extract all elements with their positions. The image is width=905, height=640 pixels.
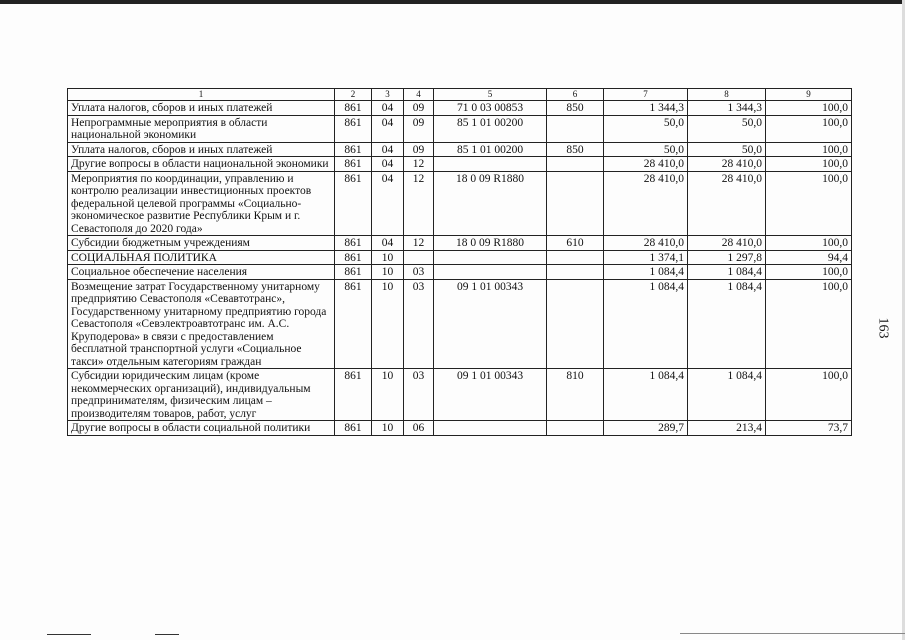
table-row: [68, 279, 852, 369]
subsection-code-cell: 12: [404, 171, 434, 236]
table-row: [68, 265, 852, 280]
percent-cell: 100,0: [766, 142, 852, 157]
actual-amount-cell: 1 084,4: [688, 279, 766, 369]
row-name-cell: Субсидии юридическим лицам (кроме некоммерческих организаций), индивидуальным предпринимателям, физическим лицам – производителям товаров, работ, услуг: [68, 369, 335, 421]
subsection-code-cell: 03: [404, 279, 434, 369]
actual-amount-cell: 28 410,0: [688, 157, 766, 172]
target-article-cell: 71 0 03 00853: [434, 101, 547, 116]
percent-cell: 100,0: [766, 279, 852, 369]
header-cell: 2: [335, 89, 372, 101]
target-article-cell: 09 1 01 00343: [434, 369, 547, 421]
ved-code-cell: 861: [335, 279, 372, 369]
header-cell: 9: [766, 89, 852, 101]
expense-type-cell: [547, 265, 604, 280]
header-cell: 4: [404, 89, 434, 101]
ved-code-cell: 861: [335, 265, 372, 280]
header-cell: 3: [372, 89, 404, 101]
table-row: [68, 236, 852, 251]
section-code-cell: 10: [372, 421, 404, 436]
table-row: [68, 171, 852, 236]
percent-cell: 100,0: [766, 101, 852, 116]
footer-rule: [680, 633, 905, 634]
page-number: 163: [875, 317, 891, 339]
footer-rule: [155, 634, 179, 635]
subsection-code-cell: 12: [404, 236, 434, 251]
actual-amount-cell: 213,4: [688, 421, 766, 436]
planned-amount-cell: 50,0: [604, 115, 688, 142]
planned-amount-cell: 50,0: [604, 142, 688, 157]
subsection-code-cell: 03: [404, 265, 434, 280]
header-cell: 6: [547, 89, 604, 101]
expense-type-cell: 810: [547, 369, 604, 421]
row-name-cell: Уплата налогов, сборов и иных платежей: [68, 101, 335, 116]
actual-amount-cell: 1 084,4: [688, 265, 766, 280]
target-article-cell: 18 0 09 R1880: [434, 171, 547, 236]
header-cell: 7: [604, 89, 688, 101]
target-article-cell: [434, 157, 547, 172]
section-code-cell: 04: [372, 115, 404, 142]
percent-cell: 94,4: [766, 250, 852, 265]
planned-amount-cell: 28 410,0: [604, 157, 688, 172]
percent-cell: 100,0: [766, 265, 852, 280]
table-row: [68, 421, 852, 436]
subsection-code-cell: 12: [404, 157, 434, 172]
target-article-cell: 18 0 09 R1880: [434, 236, 547, 251]
expense-type-cell: [547, 421, 604, 436]
section-code-cell: 10: [372, 279, 404, 369]
ved-code-cell: 861: [335, 142, 372, 157]
row-name-cell: Субсидии бюджетным учреждениям: [68, 236, 335, 251]
section-code-cell: 04: [372, 101, 404, 116]
percent-cell: 100,0: [766, 236, 852, 251]
scan-top-edge: [0, 0, 905, 4]
actual-amount-cell: 1 344,3: [688, 101, 766, 116]
budget-table: [67, 88, 852, 436]
subsection-code-cell: 09: [404, 101, 434, 116]
table-row: [68, 142, 852, 157]
header-cell: 1: [68, 89, 335, 101]
target-article-cell: 09 1 01 00343: [434, 279, 547, 369]
percent-cell: 73,7: [766, 421, 852, 436]
planned-amount-cell: 28 410,0: [604, 171, 688, 236]
target-article-cell: 85 1 01 00200: [434, 142, 547, 157]
actual-amount-cell: 1 084,4: [688, 369, 766, 421]
percent-cell: 100,0: [766, 369, 852, 421]
planned-amount-cell: 1 344,3: [604, 101, 688, 116]
ved-code-cell: 861: [335, 250, 372, 265]
planned-amount-cell: 1 084,4: [604, 265, 688, 280]
ved-code-cell: 861: [335, 115, 372, 142]
row-name-cell: СОЦИАЛЬНАЯ ПОЛИТИКА: [68, 250, 335, 265]
actual-amount-cell: 28 410,0: [688, 171, 766, 236]
expense-type-cell: [547, 157, 604, 172]
expense-type-cell: [547, 171, 604, 236]
ved-code-cell: 861: [335, 101, 372, 116]
target-article-cell: 85 1 01 00200: [434, 115, 547, 142]
target-article-cell: [434, 421, 547, 436]
expense-type-cell: [547, 279, 604, 369]
row-name-cell: Мероприятия по координации, управлению и контролю реализации инвестиционных проектов федеральной целевой программы «Социально-экономическое развитие Республики Крым и г. Севастополя до 2020 года»: [68, 171, 335, 236]
section-code-cell: 04: [372, 142, 404, 157]
header-cell: 5: [434, 89, 547, 101]
planned-amount-cell: 1 084,4: [604, 369, 688, 421]
ved-code-cell: 861: [335, 157, 372, 172]
ved-code-cell: 861: [335, 236, 372, 251]
table-row: [68, 369, 852, 421]
expense-type-cell: 850: [547, 142, 604, 157]
row-name-cell: Другие вопросы в области национальной экономики: [68, 157, 335, 172]
table-row: [68, 157, 852, 172]
percent-cell: 100,0: [766, 115, 852, 142]
ved-code-cell: 861: [335, 171, 372, 236]
actual-amount-cell: 28 410,0: [688, 236, 766, 251]
section-code-cell: 10: [372, 250, 404, 265]
table-header-row: [68, 89, 852, 101]
table-row: [68, 101, 852, 116]
expense-type-cell: 850: [547, 101, 604, 116]
actual-amount-cell: 50,0: [688, 115, 766, 142]
table-row: [68, 115, 852, 142]
table-row: [68, 250, 852, 265]
subsection-code-cell: 09: [404, 142, 434, 157]
planned-amount-cell: 1 374,1: [604, 250, 688, 265]
row-name-cell: Возмещение затрат Государственному унитарному предприятию Севастополя «Севавтотранс», Государственному унитарному предприятию города Севастополя «Севэлектроавтотранс им. А.С. Круподерова» в связи с предоставлением бесплатной транспортной услуги «Социальное такси» отдельным категориям граждан: [68, 279, 335, 369]
subsection-code-cell: 03: [404, 369, 434, 421]
header-cell: 8: [688, 89, 766, 101]
row-name-cell: Уплата налогов, сборов и иных платежей: [68, 142, 335, 157]
row-name-cell: Непрограммные мероприятия в области национальной экономики: [68, 115, 335, 142]
expense-type-cell: [547, 250, 604, 265]
section-code-cell: 04: [372, 171, 404, 236]
expense-type-cell: 610: [547, 236, 604, 251]
percent-cell: 100,0: [766, 157, 852, 172]
ved-code-cell: 861: [335, 421, 372, 436]
target-article-cell: [434, 250, 547, 265]
target-article-cell: [434, 265, 547, 280]
subsection-code-cell: 06: [404, 421, 434, 436]
planned-amount-cell: 28 410,0: [604, 236, 688, 251]
row-name-cell: Другие вопросы в области социальной политики: [68, 421, 335, 436]
planned-amount-cell: 289,7: [604, 421, 688, 436]
section-code-cell: 04: [372, 236, 404, 251]
section-code-cell: 04: [372, 157, 404, 172]
percent-cell: 100,0: [766, 171, 852, 236]
subsection-code-cell: 09: [404, 115, 434, 142]
planned-amount-cell: 1 084,4: [604, 279, 688, 369]
section-code-cell: 10: [372, 265, 404, 280]
footer-rule: [47, 634, 91, 635]
actual-amount-cell: 1 297,8: [688, 250, 766, 265]
row-name-cell: Социальное обеспечение населения: [68, 265, 335, 280]
ved-code-cell: 861: [335, 369, 372, 421]
section-code-cell: 10: [372, 369, 404, 421]
actual-amount-cell: 50,0: [688, 142, 766, 157]
expense-type-cell: [547, 115, 604, 142]
subsection-code-cell: [404, 250, 434, 265]
